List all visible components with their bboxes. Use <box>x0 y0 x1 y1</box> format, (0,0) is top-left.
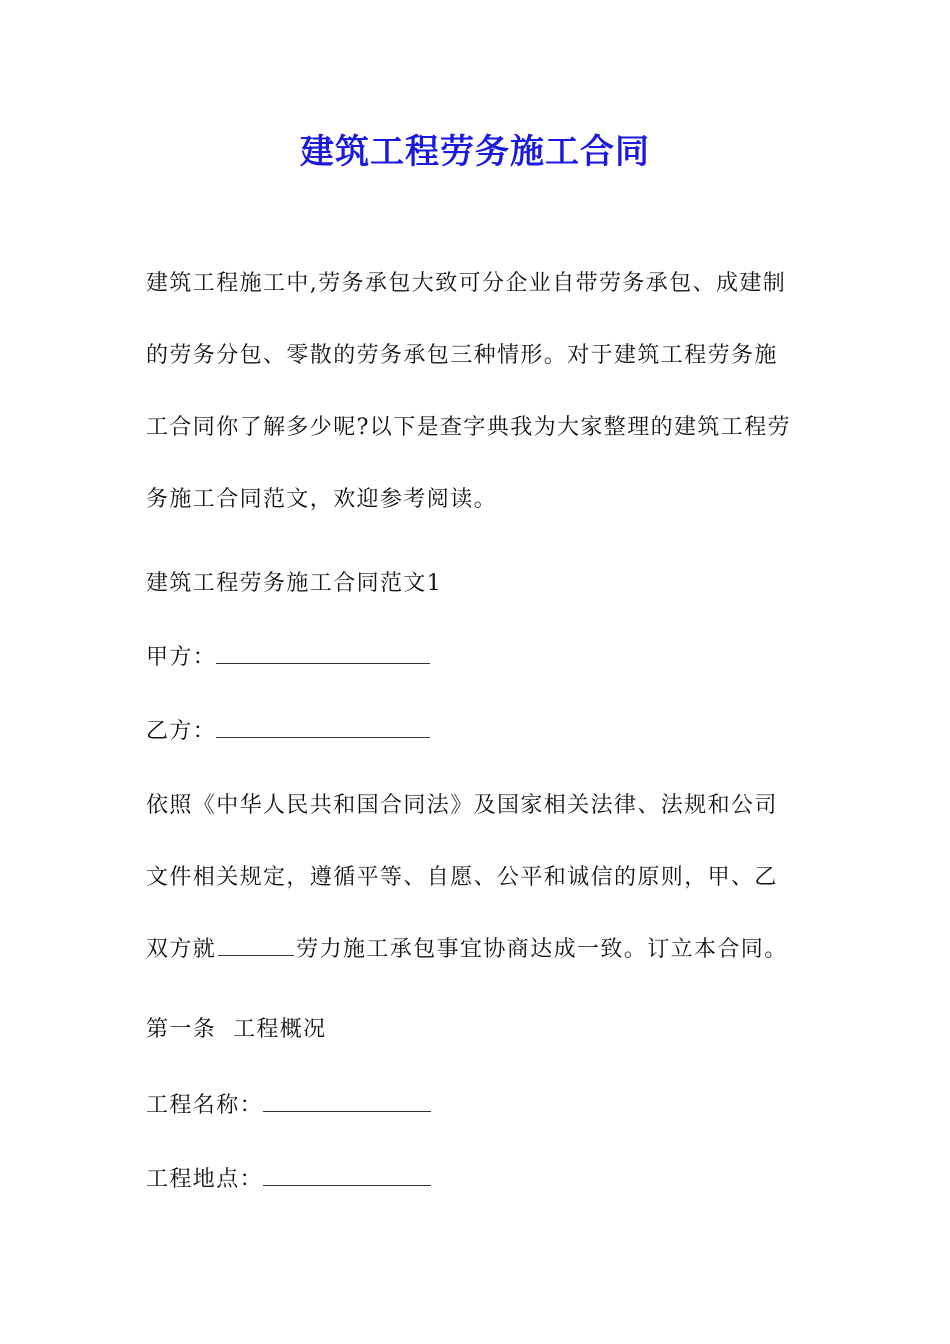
basis-line <box>146 914 806 986</box>
party-b-row <box>146 714 430 750</box>
sample-heading: 建筑工程劳务施工合同范文1 <box>146 571 443 596</box>
party-b-label: 乙方： <box>146 719 217 744</box>
article1-heading: 第一条 工程概况 <box>146 1017 327 1042</box>
project-location-label: 工程地点： <box>146 1167 264 1192</box>
basis-line: 依照《中华人民共和国合同法》及国家相关法律、法规和公司 <box>146 793 778 818</box>
intro-line: 的劳务分包、零散的劳务承包三种情形。对于建筑工程劳务施 <box>146 343 778 368</box>
project-location-row <box>146 1162 431 1198</box>
party-a-label: 甲方： <box>146 645 217 670</box>
project-name-label: 工程名称： <box>146 1093 264 1118</box>
project-name-row <box>146 1088 431 1124</box>
basis-line3-prefix: 双方就 <box>146 937 217 962</box>
basis-line: 文件相关规定，遵循平等、自愿、公平和诚信的原则，甲、乙 <box>146 865 778 890</box>
intro-line: 工合同你了解多少呢?以下是查字典我为大家整理的建筑工程劳 <box>146 415 791 440</box>
basis-line3-suffix: 劳力施工承包事宜协商达成一致。订立本合同。 <box>296 937 788 962</box>
project-blank <box>218 933 294 956</box>
intro-line: 务施工合同范文，欢迎参考阅读。 <box>146 487 498 512</box>
intro-paragraph <box>146 248 806 536</box>
basis-paragraph <box>146 770 806 986</box>
intro-line: 建筑工程施工中,劳务承包大致可分企业自带劳务承包、成建制 <box>146 271 787 296</box>
project-name-blank <box>263 1089 431 1112</box>
document-title: 建筑工程劳务施工合同 <box>300 132 650 172</box>
project-location-blank <box>263 1163 431 1186</box>
party-a-row <box>146 640 430 676</box>
party-a-blank <box>216 641 430 664</box>
party-b-blank <box>216 715 430 738</box>
